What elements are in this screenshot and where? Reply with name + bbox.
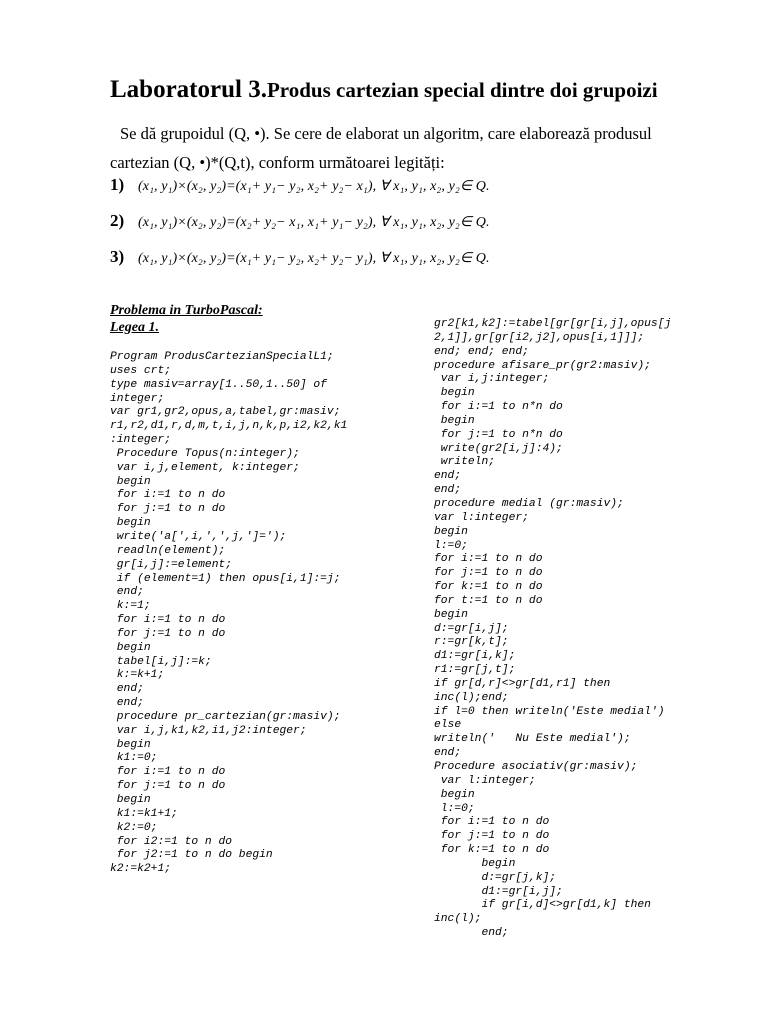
intro-line-2: cartezian (Q, •)*(Q,t), conform următoarei legități: bbox=[110, 153, 445, 172]
code-block-left: Program ProdusCartezianSpecialL1; uses crt; type masiv=array[1..50,1..50] of integer; var gr1,gr2,opus,a,tabel,gr:masiv; r1,r2,d1,r,d,m,t,i,j,n,k,p,i2,k2,k1 :integer; Procedure Topus(n:integer); var i,j,element, k:integer; begin for i:=1 to n do for j:=1 to n do begin write('a[',i,',',j,']='); readln(element); gr[i,j]:=element; if (element=1) then opus[i,1]:=j; end; k:=1; for i:=1 to n do for j:=1 to n do begin tabel[i,j]:=k; k:=k+1; end; end; procedure pr_cartezian(gr:masiv); var i,j,k1,k2,i1,j2:integer; begin k1:=0; for i:=1 to n do for j:=1 to n do begin k1:=k1+1; k2:=0; for i2:=1 to n do for j2:=1 to n do begin k2:=k2+1; bbox=[110, 351, 348, 876]
problem-statement bbox=[110, 119, 720, 177]
law-number: 3) bbox=[110, 247, 125, 266]
section-heading: Problema in TurboPascal: bbox=[110, 303, 263, 318]
subheading: Legea 1. bbox=[110, 320, 159, 335]
page-title bbox=[110, 76, 658, 104]
law-number: 1) bbox=[110, 175, 125, 194]
law-formula: (x₁, y₁)×(x₂, y₂)=(x₁+ y₁− y₂, x₂+ y₂− x₁), ∀ x₁, y₁, x₂, y₂∈ Q. bbox=[138, 179, 490, 194]
title-lab-number: Laboratorul 3. bbox=[110, 76, 267, 103]
law-3 bbox=[110, 247, 490, 267]
title-topic: Produs cartezian special dintre doi grupoizi bbox=[266, 78, 658, 102]
law-number: 2) bbox=[110, 211, 125, 230]
law-2 bbox=[110, 211, 490, 231]
code-block-right: gr2[k1,k2]:=tabel[gr[gr[i,j],opus[j 2,1]],gr[gr[i2,j2],opus[i,1]]]; end; end; end; procedure afisare_pr(gr2:masiv); var i,j:integer; begin for i:=1 to n*n do begin for j:=1 to n*n do write(gr2[i,j]:4); writeln; end; end; procedure medial (gr:masiv); var l:integer; begin l:=0; for i:=1 to n do for j:=1 to n do for k:=1 to n do for t:=1 to n do begin d:=gr[i,j]; r:=gr[k,t]; d1:=gr[i,k]; r1:=gr[j,t]; if gr[d,r]<>gr[d1,r1] then inc(l);end; if l=0 then writeln('Este medial') else writeln(' Nu Este medial'); end; Procedure asociativ(gr:masiv); var l:integer; begin l:=0; for i:=1 to n do for j:=1 to n do for k:=1 to n do begin d:=gr[j,k]; d1:=gr[i,j]; if gr[i,d]<>gr[d1,k] then inc(l); end; bbox=[434, 318, 672, 940]
law-1 bbox=[110, 175, 490, 195]
law-formula: (x₁, y₁)×(x₂, y₂)=(x₁+ y₁− y₂, x₂+ y₂− y₁), ∀ x₁, y₁, x₂, y₂∈ Q. bbox=[138, 251, 490, 266]
law-formula: (x₁, y₁)×(x₂, y₂)=(x₂+ y₂− x₁, x₁+ y₁− y₂), ∀ x₁, y₁, x₂, y₂∈ Q. bbox=[138, 215, 490, 230]
intro-line-1: Se dă grupoidul (Q, •). Se cere de elaborat un algoritm, care elaborează produsul bbox=[120, 124, 652, 143]
